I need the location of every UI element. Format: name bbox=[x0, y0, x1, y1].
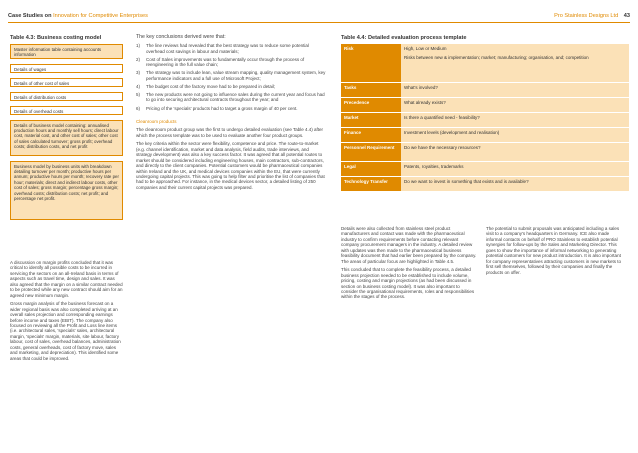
costing-item-wages: Details of wages bbox=[10, 64, 123, 73]
paragraph: This concluded that to complete the feasibility process, a detailed business projection needed to be established to include volume, pricing, costing and margin projections (as had been discussed in section on business costing model). It was also important to consider the organisational requirements, roles and responsibilities within the stages of the process. bbox=[341, 267, 475, 300]
paragraph: The key criteria within the sector were flexibility, competence and price. The route-to-market (e.g. channel identification, market and data analysis, field audits, trade interviews, and strategy development) was also a key success factor. It was agreed that all potential routes to market should be considered including engineering houses, main contractors, sub-contractors, and directly to the client companies. Potential customers would be pharmaceutical companies within Ireland and the UK, and medical devices companies within the EU, that were currently undergoing capital projects. This was going to help filter and prioritise the list of companies that had to be approached. For instance, in the medical devices sector, a detailed listing of 250 companies and their current capital projects was prepared. bbox=[136, 141, 325, 190]
list-item: 3) The strategy was to include lean, value stream mapping, quality management system, key performance indicators and a full use of Microsoft Project; bbox=[136, 70, 326, 81]
row-key: Precedence bbox=[341, 98, 401, 113]
series-title bbox=[8, 13, 148, 19]
costing-item-other-cost: Details of other cost of sales bbox=[10, 78, 123, 87]
table-row bbox=[341, 98, 629, 113]
costing-item-distribution: Details of distribution costs bbox=[10, 92, 123, 101]
row-key: Personnel Requirement bbox=[341, 143, 401, 162]
table-44-caption: Table 4.4: Detailed evaluation process template bbox=[341, 35, 467, 41]
row-key: Legal bbox=[341, 162, 401, 177]
list-item: 2) Cost of Sales improvements was to fundamentally occur through the process of reengineering in the full value chain; bbox=[136, 56, 305, 68]
costing-item-overhead: Details of overhead costs bbox=[10, 106, 123, 115]
paragraph: The cleanroom product group was the first to undergo detailed evaluation (see Table 4.4) after which the process template was to be used to evaluate another four product groups. bbox=[136, 127, 324, 138]
list-item: 5) The new products were not going to influence sales during the current year and focus had to go into securing architectural contracts throughout the year; and bbox=[136, 92, 325, 103]
left-body-text bbox=[10, 260, 124, 364]
page-number: 43 bbox=[623, 13, 630, 19]
cleanroom-subheading: Cleanroom products bbox=[136, 118, 177, 124]
middle-body-text bbox=[136, 35, 326, 193]
list-item: 1) The line reviews had revealed that the best strategy was to reduce some potential overhead cost savings in labour and materials; bbox=[136, 43, 309, 54]
table-row bbox=[341, 113, 629, 128]
row-value: Is there a quantified need - feasibility? bbox=[401, 113, 629, 128]
table-row bbox=[341, 162, 629, 177]
right-body-text-col2 bbox=[486, 226, 626, 278]
table-row bbox=[341, 128, 629, 143]
evaluation-template-table bbox=[341, 44, 629, 192]
header-right bbox=[554, 13, 630, 19]
row-value: Do we want to invest in something that exists and is available? bbox=[401, 177, 629, 192]
costing-item-master: Master information table containing accounts information bbox=[10, 44, 123, 59]
costing-item-business-units: Business model by business units with breakdown detailing turnover per month; productive hours per annum; productive hours per month; recovery rate per hour; materials; direct and indirect labour costs, other cost of sales; gross margin; percentage gross margin; overhead costs; distribution costs; net profit; and percentage net profit. bbox=[10, 161, 123, 220]
table-row bbox=[341, 44, 629, 83]
row-value: Investment levels (development and realisation) bbox=[401, 128, 629, 143]
series-title-rest: Innovation for Competitive Enterprises bbox=[53, 13, 148, 19]
row-key: Technology Transfer bbox=[341, 177, 401, 192]
company-name: Pro Stainless Designs Ltd bbox=[554, 13, 619, 19]
row-value: What's involved? bbox=[401, 83, 629, 98]
header-rule bbox=[8, 22, 630, 23]
page-header bbox=[0, 0, 638, 22]
paragraph: Gross margin analysis of the business forecast on a wider regional basis was also completed arriving at an overall sales projection and corresponding earnings before income and taxes (EBIT). The company also focused on reviewing all the Profit and Loss line items (i.e. architectural sales, 'specials' sales, architectural margin, 'specials' margin, materials, site labour, factory labour, cost of sales, overhead balances, administration costs, general overheads, cost of factory move, sales and marketing, and depreciation). This identified some areas that could be improved. bbox=[10, 301, 121, 361]
row-value: Patents, royalties, trademarks bbox=[401, 162, 629, 177]
row-value: What already exists? bbox=[401, 98, 629, 113]
list-item: 6) Pricing of the 'specials' products had to target a gross margin of 40 per cent. bbox=[136, 105, 298, 111]
row-value: Do we have the necessary resources? bbox=[401, 143, 629, 162]
list-item: 4) The budget cost of the factory move had to be prepared in detail; bbox=[136, 83, 276, 89]
row-key: Tasks bbox=[341, 83, 401, 98]
conclusions-intro: The key conclusions derived were that: bbox=[136, 34, 226, 40]
right-body-text-col1 bbox=[341, 226, 477, 303]
paragraph: A discussion on margin profits concluded that it was critical to identify all possible costs to be incurred in servicing the sectors on an all-Ireland basis in terms of aspects such as travel time, design and sales. It was also agreed that the margin on a similar contract needed to be protected while any new contract should aim for an agreed new minimum margin. bbox=[10, 260, 123, 298]
row-key: Market bbox=[341, 113, 401, 128]
table-43-caption: Table 4.3: Business costing model bbox=[10, 35, 102, 41]
paragraph: The potential to submit proposals was anticipated including a sales visit to a company's headquarters in Germany. ICE also made informal contacts on behalf of PRO Stainless to establish potential synergies for follow-ups by the Sales and Marketing Director. This goes to show the importance of informal networking to generating potential customers for new product introduction. It is also important for company representatives attracting customers in new markets to first sell themselves, followed by their companies and finally the products on offer. bbox=[486, 226, 622, 275]
paragraph: Details were also collected from stainless steel product manufacturers and contact was made with the pharmaceutical industry to confirm requirements before contacting relevant company procurement managers in the industry. A detailed review with updates was then made to the pharmaceutical business feasibility document that had earlier been prepared by the company. The areas of particular focus are highlighted in Table 4.5. bbox=[341, 226, 477, 264]
series-title-bold: Case Studies on bbox=[8, 13, 52, 19]
table-row bbox=[341, 143, 629, 162]
table-row bbox=[341, 83, 629, 98]
costing-item-business-model: Details of business model containing: annualised production hours and monthly sell hours; direct labour cost, material cost, and other cost of sales; other cost of sales calculated turnover; gross profit; overhead costs; distribution costs, and net profit bbox=[10, 120, 123, 156]
row-value: High, Low or Medium Risks between new & implementation; market; manufacturing; organisation, and; competition bbox=[401, 44, 629, 83]
conclusions-list bbox=[136, 43, 326, 111]
table-row bbox=[341, 177, 629, 192]
row-key: Finance bbox=[341, 128, 401, 143]
row-key: Risk bbox=[341, 44, 401, 83]
